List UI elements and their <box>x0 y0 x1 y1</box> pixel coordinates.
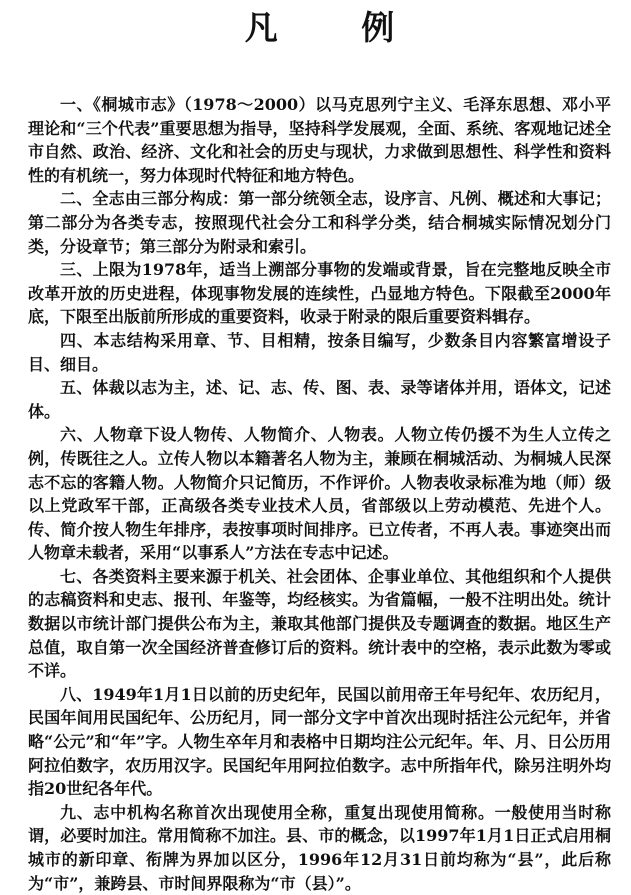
paragraph-5: 五、体裁以志为主，述、记、志、传、图、表、录等诸体并用，语体文，记述体。 <box>28 378 611 421</box>
page-title: 凡 例 <box>244 8 431 47</box>
paragraph-2: 二、全志由三部分构成：第一部分统领全志，设序言、凡例、概述和大事记；第二部分为各类专志，按照现代社会分工和科学分类，结合桐城实际情况划分门类，分设章节；第三部分为附录和索引。 <box>28 189 611 256</box>
paragraph-3: 三、上限为1978年，适当上溯部分事物的发端或背景，旨在完整地反映全市改革开放的历史进程，体现事物发展的连续性，凸显地方特色。下限截至2000年底，下限至出版前所形成的重要资料，收录于附录的限后重要资料辑存。 <box>28 260 611 327</box>
paragraph-7: 七、各类资料主要来源于机关、社会团体、企事业单位、其他组织和个人提供的志稿资料和史志、报刊、年鉴等，均经核实。为省篇幅，一般不注明出处。统计数据以市统计部门提供公布为主，兼取其他部门提供及专题调查的数据。地区生产总值，取自第一次全国经济普查修订后的资料。统计表中的空格，表示此数为零或不详。 <box>28 566 611 681</box>
paragraph-1: 一、《桐城市志》（1978～2000）以马克思列宁主义、毛泽东思想、邓小平理论和“三个代表”重要思想为指导，坚持科学发展观，全面、系统、客观地记述全市自然、政治、经济、文化和社会的历史与现状，力求做到思想性、科学性和资料性的有机统一，努力体现时代特征和地方特色。 <box>28 95 611 185</box>
paragraph-9: 九、志中机构名称首次出现使用全称，重复出现使用简称。一般使用当时称谓，必要时加注。常用简称不加注。县、市的概念，以1997年1月1日正式启用桐城市的新印章、衔牌为界加以区分，1996年12月31日前均称为“县”，此后称为“市”，兼跨县、市时间界限称为“市（县）”。 <box>28 802 611 893</box>
document-body <box>28 93 611 895</box>
paragraph-4: 四、本志结构采用章、节、目相精，按条目编写，少数条目内容繁富增设子目、细目。 <box>28 330 611 374</box>
paragraph-8: 八、1949年1月1日以前的历史纪年，民国以前用帝王年号纪年、农历纪月，民国年间用民国纪年、公历纪月，同一部分文字中首次出现时括注公元纪年，并省略“公元”和“年”字。人物生卒年月和表格中日期均注公元纪年。年、月、日公历用阿拉伯数字，农历用汉字。民国纪年用阿拉伯数字。志中所指年代，除另注明外均指20世纪各年代。 <box>28 684 611 799</box>
paragraph-6: 六、人物章下设人物传、人物简介、人物表。人物立传仍援不为生人立传之例，传既往之人。立传人物以本籍著名人物为主，兼顾在桐城活动、为桐城人民深志不忘的客籍人物。人物简介只记简历，不作评价。人物表收录标准为地（师）级以上党政军干部，正高级各类专业技术人员，省部级以上劳动模范、先进个人。传、简介按人物生年排序，表按事项时间排序。已立传者，不再人表。事迹突出而人物章未载者，采用“以事系人”方法在专志中记述。 <box>28 425 611 563</box>
